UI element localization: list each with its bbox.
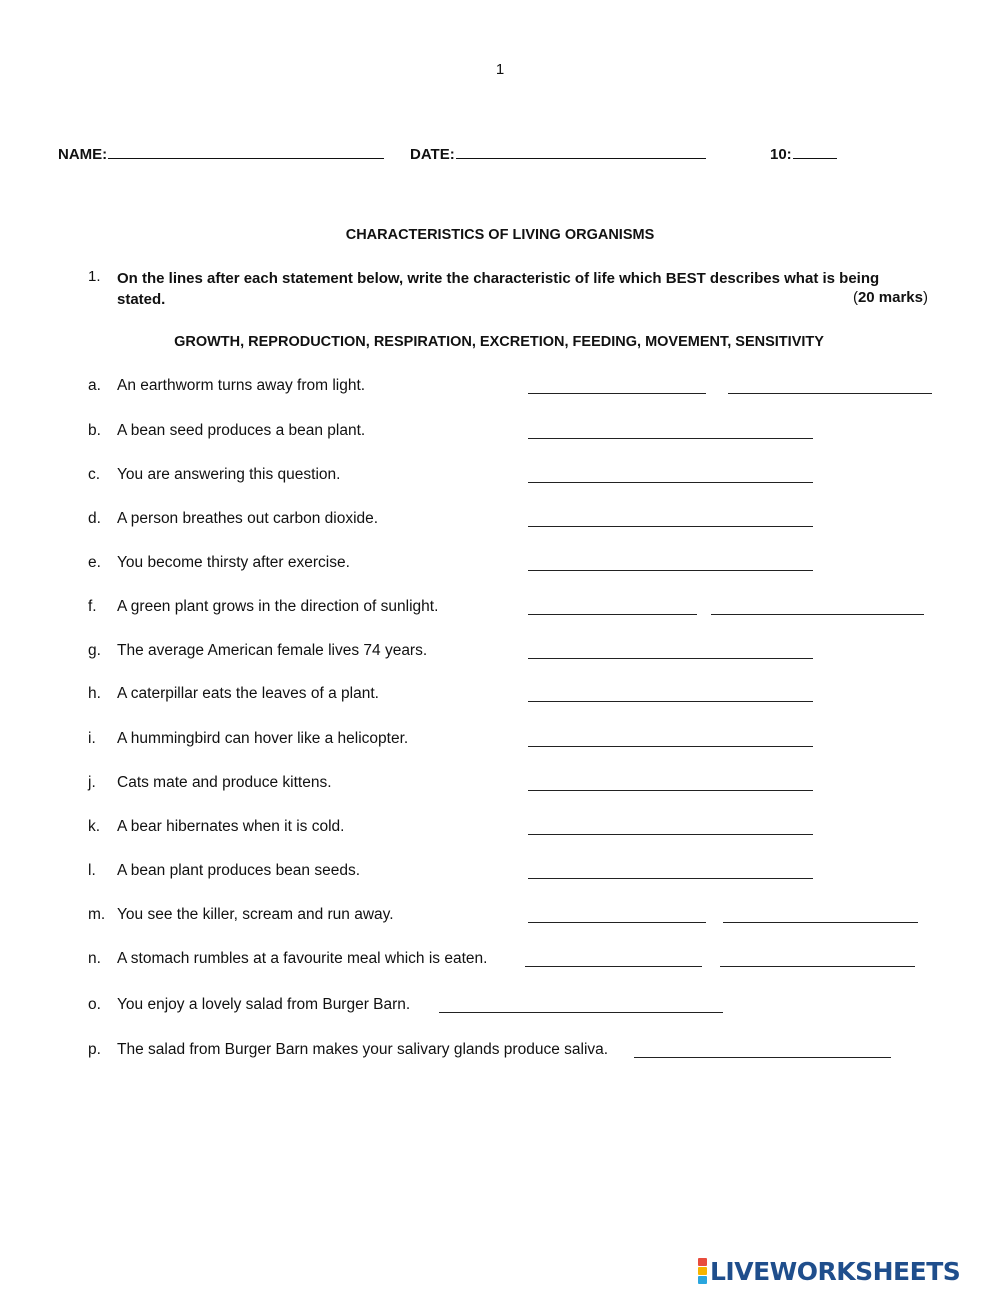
answer-line-1[interactable] <box>528 482 813 483</box>
statement-row <box>0 642 1000 666</box>
page-number: 1 <box>495 61 505 78</box>
logo-blocks-icon <box>698 1258 707 1284</box>
word-bank: GROWTH, REPRODUCTION, RESPIRATION, EXCRETION, FEEDING, MOVEMENT, SENSITIVITY <box>174 334 824 350</box>
date-label: DATE: <box>410 146 455 163</box>
statement-letter: m. <box>88 906 106 923</box>
statement-letter: d. <box>88 510 101 527</box>
question-number: 1. <box>88 268 101 285</box>
logo-block-1 <box>698 1258 707 1266</box>
answer-line-1[interactable] <box>528 438 813 439</box>
statement-text: The average American female lives 74 years. <box>117 642 428 659</box>
statement-text: A person breathes out carbon dioxide. <box>117 510 379 527</box>
class-field <box>770 144 837 163</box>
answer-line-1[interactable] <box>528 614 697 615</box>
statement-text: A bean plant produces bean seeds. <box>117 862 361 879</box>
statement-letter: h. <box>88 685 101 702</box>
statement-letter: i. <box>88 730 96 747</box>
logo-block-2 <box>698 1267 707 1275</box>
answer-line-1[interactable] <box>528 701 813 702</box>
statement-row <box>0 598 1000 622</box>
statement-letter: j. <box>88 774 96 791</box>
statement-letter: n. <box>88 950 101 967</box>
date-field <box>410 144 706 163</box>
statement-text: An earthworm turns away from light. <box>117 377 366 394</box>
statement-row <box>0 554 1000 578</box>
date-input-line[interactable] <box>456 144 706 159</box>
answer-line-1[interactable] <box>528 746 813 747</box>
statement-row <box>0 818 1000 842</box>
statement-text: A hummingbird can hover like a helicopter. <box>117 730 409 747</box>
answer-line-1[interactable] <box>634 1057 891 1058</box>
statement-text: You see the killer, scream and run away. <box>117 906 394 923</box>
statement-letter: b. <box>88 422 101 439</box>
statement-letter: e. <box>88 554 101 571</box>
statement-letter: k. <box>88 818 101 835</box>
statement-row <box>0 950 1000 974</box>
answer-line-1[interactable] <box>528 526 813 527</box>
statement-text: You enjoy a lovely salad from Burger Barn. <box>117 996 411 1013</box>
statement-text: A bear hibernates when it is cold. <box>117 818 345 835</box>
statement-letter: c. <box>88 466 101 483</box>
answer-line-1[interactable] <box>439 1012 723 1013</box>
statement-row <box>0 774 1000 798</box>
answer-line-2[interactable] <box>711 614 924 615</box>
answer-line-1[interactable] <box>528 922 706 923</box>
worksheet-title: CHARACTERISTICS OF LIVING ORGANISMS <box>345 227 655 243</box>
statement-letter: o. <box>88 996 101 1013</box>
statement-text: A bean seed produces a bean plant. <box>117 422 366 439</box>
statement-text: A stomach rumbles at a favourite meal which is eaten. <box>117 950 488 967</box>
statement-row <box>0 510 1000 534</box>
statement-letter: l. <box>88 862 96 879</box>
statement-text: Cats mate and produce kittens. <box>117 774 332 791</box>
statement-text: The salad from Burger Barn makes your salivary glands produce saliva. <box>117 1041 609 1058</box>
answer-line-1[interactable] <box>528 790 813 791</box>
answer-line-2[interactable] <box>720 966 915 967</box>
class-label: 10: <box>770 146 792 163</box>
question-text: On the lines after each statement below, write the characteristic of life which BEST describes what is being stated. <box>117 270 880 308</box>
liveworksheets-logo <box>698 1256 960 1286</box>
marks-value: 20 marks <box>857 289 923 306</box>
statement-row <box>0 996 1000 1020</box>
statement-letter: p. <box>88 1041 101 1058</box>
statement-letter: f. <box>88 598 97 615</box>
name-label: NAME: <box>58 146 108 163</box>
statement-row <box>0 730 1000 754</box>
answer-line-1[interactable] <box>528 658 813 659</box>
answer-line-1[interactable] <box>528 393 706 394</box>
question-marks: (20 marks) <box>852 289 928 306</box>
statement-row <box>0 377 1000 401</box>
logo-text: LIVEWORKSHEETS <box>710 1256 961 1286</box>
statement-text: A caterpillar eats the leaves of a plant. <box>117 685 379 702</box>
statement-letter: g. <box>88 642 101 659</box>
name-input-line[interactable] <box>108 144 384 159</box>
name-field <box>58 144 384 163</box>
statement-row <box>0 422 1000 446</box>
statement-row <box>0 1041 1000 1065</box>
statement-text: You become thirsty after exercise. <box>117 554 350 571</box>
answer-line-1[interactable] <box>528 834 813 835</box>
statement-letter: a. <box>88 377 101 394</box>
statement-row <box>0 466 1000 490</box>
answer-line-1[interactable] <box>525 966 702 967</box>
answer-line-2[interactable] <box>723 922 918 923</box>
statement-text: A green plant grows in the direction of sunlight. <box>117 598 439 615</box>
statement-row <box>0 862 1000 886</box>
answer-line-1[interactable] <box>528 570 813 571</box>
statement-row <box>0 906 1000 930</box>
logo-block-3 <box>698 1276 707 1284</box>
class-input-line[interactable] <box>793 144 837 159</box>
statement-text: You are answering this question. <box>117 466 341 483</box>
statement-row <box>0 685 1000 709</box>
answer-line-1[interactable] <box>528 878 813 879</box>
answer-line-2[interactable] <box>728 393 932 394</box>
